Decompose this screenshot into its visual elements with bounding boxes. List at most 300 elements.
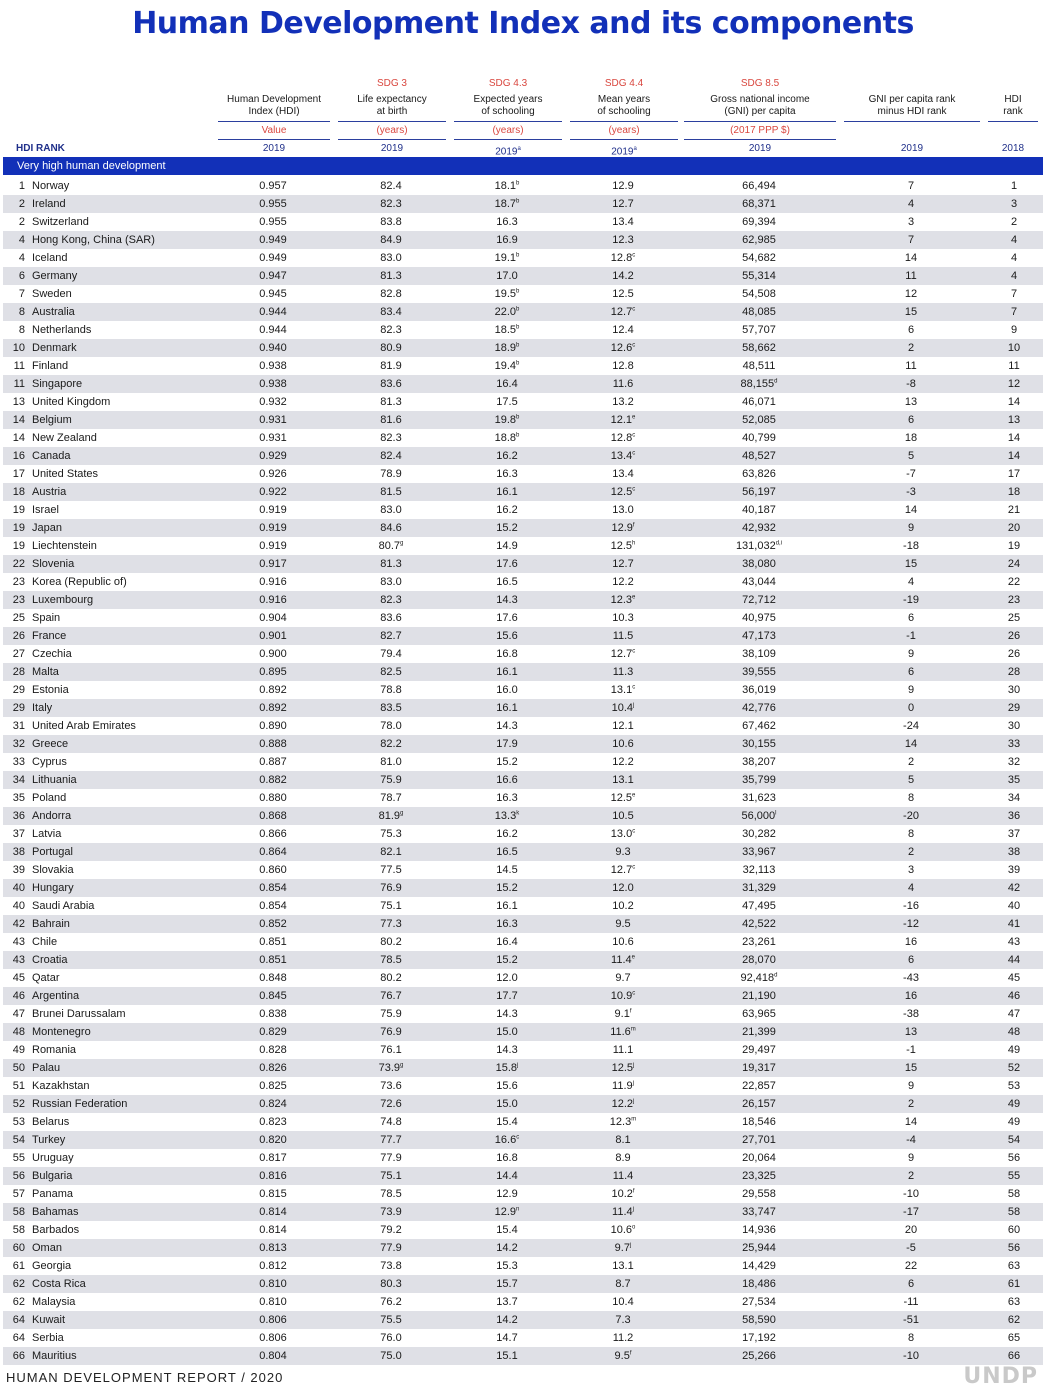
cell-life-expectancy: 77.7 — [380, 1134, 402, 1146]
cell-gni: 68,371 — [742, 198, 776, 210]
cell-mean-schooling: 13.4 — [612, 468, 634, 480]
table-row — [3, 1167, 1043, 1185]
cell-mean-schooling: 13.4 — [612, 216, 634, 228]
cell-life-expectancy: 78.5 — [380, 954, 402, 966]
cell-hdi-rank-2018: 24 — [1007, 558, 1021, 570]
cell-expected-schooling: 14.7 — [496, 1332, 518, 1344]
cell-gni: 43,044 — [742, 576, 776, 588]
cell-gni: 31,623 — [742, 792, 776, 804]
year-mys-note: a — [633, 146, 637, 152]
cell-expected-schooling: 14.3 — [496, 720, 518, 732]
rule — [570, 121, 678, 122]
cell-life-expectancy: 83.6 — [380, 378, 402, 390]
cell-hdi: 0.868 — [259, 810, 287, 822]
rule — [684, 121, 836, 122]
table-row — [3, 1221, 1043, 1239]
cell-mean-schooling: 11.6 — [612, 378, 634, 390]
cell-rank: 58 — [12, 1206, 25, 1218]
table-row — [3, 213, 1043, 231]
cell-mean-schooling-value: 9.1 — [614, 1008, 630, 1020]
footnote-marker: b — [516, 306, 520, 313]
cell-gni: 29,497 — [742, 1044, 776, 1056]
footnote-marker: c — [632, 648, 636, 655]
cell-life-expectancy: 76.2 — [380, 1296, 402, 1308]
cell-country: Mauritius — [32, 1350, 77, 1362]
cell-mean-schooling-value: 10.9 — [610, 990, 633, 1002]
footnote-marker: l — [775, 810, 777, 817]
cell-gni: 42,522 — [742, 918, 776, 930]
cell-country: Slovenia — [32, 558, 75, 570]
cell-gni-minus-hdi-rank: -38 — [903, 1008, 919, 1020]
cell-gni: 46,071 — [742, 396, 776, 408]
cell-gni-minus-hdi-rank: -11 — [903, 1296, 919, 1308]
cell-rank: 61 — [12, 1260, 25, 1272]
cell-country: Luxembourg — [32, 594, 94, 606]
cell-gni-minus-hdi-rank: 6 — [907, 414, 915, 426]
footnote-marker: j — [633, 702, 635, 709]
cell-country: Serbia — [32, 1332, 64, 1344]
footnote-marker: m — [631, 1116, 637, 1123]
cell-expected-schooling-value: 13.3 — [494, 810, 517, 822]
cell-mean-schooling: 11.4 — [612, 1170, 634, 1182]
cell-life-expectancy: 82.8 — [380, 288, 402, 300]
table-row — [3, 933, 1043, 951]
table-row — [3, 465, 1043, 483]
cell-rank: 40 — [12, 882, 25, 894]
cell-country: Panama — [32, 1188, 73, 1200]
cell-country: Kazakhstan — [32, 1080, 90, 1092]
cell-life-expectancy: 82.3 — [380, 594, 402, 606]
cell-gni — [719, 807, 799, 825]
table-row — [3, 1023, 1043, 1041]
cell-country: Chile — [32, 936, 58, 948]
cell-life-expectancy: 77.5 — [380, 864, 402, 876]
cell-life-expectancy: 72.6 — [380, 1098, 402, 1110]
cell-gni-minus-hdi-rank: 13 — [904, 1026, 918, 1038]
table-row — [3, 861, 1043, 879]
cell-mean-schooling — [583, 429, 663, 447]
col-header-gni — [684, 94, 836, 118]
table-row — [3, 1239, 1043, 1257]
cell-life-expectancy: 75.5 — [380, 1314, 402, 1326]
cell-hdi-rank-2018: 42 — [1007, 882, 1021, 894]
cell-rank: 19 — [12, 504, 25, 516]
footnote-marker: j — [629, 1242, 632, 1249]
table-row — [3, 375, 1043, 393]
table-row — [3, 519, 1043, 537]
cell-rank: 38 — [12, 846, 25, 858]
cell-life-expectancy: 76.9 — [380, 882, 402, 894]
cell-mean-schooling — [583, 1203, 663, 1221]
cell-gni: 62,985 — [742, 234, 776, 246]
cell-rank: 39 — [12, 864, 25, 876]
table-row — [3, 1311, 1043, 1329]
cell-gni-minus-hdi-rank: 2 — [907, 1170, 915, 1182]
cell-life-expectancy: 73.9 — [380, 1206, 402, 1218]
footnote-marker: f — [629, 1008, 632, 1015]
table-row — [3, 231, 1043, 249]
cell-hdi-rank-2018: 10 — [1007, 342, 1021, 354]
cell-life-expectancy: 83.4 — [380, 306, 402, 318]
cell-expected-schooling-value: 16.6 — [494, 1134, 517, 1146]
cell-hdi-rank-2018: 28 — [1007, 666, 1021, 678]
cell-gni-minus-hdi-rank: 18 — [904, 432, 918, 444]
cell-life-expectancy: 84.9 — [380, 234, 402, 246]
cell-rank: 43 — [12, 954, 25, 966]
table-row — [3, 195, 1043, 213]
table-row — [3, 753, 1043, 771]
table-row — [3, 843, 1043, 861]
cell-mean-schooling-value: 12.1 — [610, 414, 633, 426]
cell-gni-minus-hdi-rank: -19 — [903, 594, 919, 606]
cell-rank: 25 — [12, 612, 25, 624]
cell-rank: 19 — [12, 522, 25, 534]
cell-hdi: 0.852 — [259, 918, 287, 930]
footnote-marker: b — [516, 180, 520, 187]
footnote-marker: f — [632, 1188, 635, 1195]
cell-gni-minus-hdi-rank: -24 — [903, 720, 919, 732]
cell-rank: 2 — [18, 216, 25, 228]
cell-hdi: 0.848 — [259, 972, 287, 984]
cell-country: Barbados — [32, 1224, 80, 1236]
footnote-marker: c — [632, 486, 636, 493]
cell-mean-schooling — [583, 339, 663, 357]
table-row — [3, 1257, 1043, 1275]
cell-hdi: 0.916 — [259, 594, 287, 606]
cell-life-expectancy: 76.1 — [380, 1044, 402, 1056]
cell-rank: 50 — [12, 1062, 25, 1074]
cell-hdi: 0.949 — [259, 252, 287, 264]
cell-expected-schooling: 16.6 — [496, 774, 518, 786]
cell-mean-schooling-value: 12.5 — [610, 540, 633, 552]
cell-life-expectancy: 82.3 — [380, 432, 402, 444]
cell-mean-schooling-value: 12.7 — [610, 648, 633, 660]
cell-expected-schooling: 16.1 — [496, 486, 518, 498]
cell-country: Argentina — [32, 990, 80, 1002]
cell-gni: 19,317 — [742, 1062, 776, 1074]
cell-gni-minus-hdi-rank: -17 — [903, 1206, 919, 1218]
cell-life-expectancy: 82.4 — [380, 180, 402, 192]
cell-expected-schooling: 12.9 — [496, 1188, 518, 1200]
cell-mean-schooling: 12.0 — [612, 882, 634, 894]
col-hdi-label1: Human Development — [227, 94, 321, 105]
table-row — [3, 447, 1043, 465]
cell-mean-schooling: 10.4 — [612, 1296, 634, 1308]
cell-gni-minus-hdi-rank: -51 — [903, 1314, 919, 1326]
cell-hdi: 0.949 — [259, 234, 287, 246]
cell-hdi: 0.825 — [259, 1080, 287, 1092]
cell-gni-minus-hdi-rank: 3 — [907, 216, 915, 228]
page-title: Human Development Index and its components — [132, 6, 914, 41]
cell-hdi-rank-2018: 9 — [1010, 324, 1018, 336]
sdg-eys: SDG 4.3 — [488, 78, 528, 89]
cell-rank: 56 — [12, 1170, 25, 1182]
cell-gni-value: 88,155 — [740, 378, 775, 390]
cell-hdi: 0.864 — [259, 846, 287, 858]
year-eys-note: a — [517, 146, 521, 152]
year-gni: 2019 — [748, 143, 772, 154]
cell-gni: 29,558 — [742, 1188, 776, 1200]
table-row — [3, 879, 1043, 897]
cell-expected-schooling: 14.3 — [496, 594, 518, 606]
col-eys-label2: of schooling — [481, 106, 535, 117]
cell-mean-schooling-value: 12.5 — [611, 1062, 634, 1074]
cell-hdi: 0.815 — [259, 1188, 287, 1200]
cell-gni: 14,429 — [742, 1260, 776, 1272]
table-row — [3, 1149, 1043, 1167]
cell-mean-schooling: 13.0 — [612, 504, 634, 516]
footnote-marker: d — [774, 972, 778, 979]
table-row — [3, 267, 1043, 285]
cell-hdi-rank-2018: 7 — [1010, 288, 1018, 300]
footnote-marker: b — [516, 288, 520, 295]
cell-gni-minus-hdi-rank: 4 — [907, 882, 915, 894]
cell-rank: 13 — [12, 396, 25, 408]
cell-expected-schooling — [467, 807, 547, 825]
cell-expected-schooling: 16.9 — [496, 234, 518, 246]
cell-gni-minus-hdi-rank: 8 — [907, 1332, 915, 1344]
footnote-marker: c — [632, 828, 636, 835]
cell-country: Portugal — [32, 846, 73, 858]
table-row — [3, 1005, 1043, 1023]
footnote-marker: j — [517, 1062, 519, 1069]
cell-mean-schooling — [583, 825, 663, 843]
cell-rank: 32 — [12, 738, 25, 750]
cell-gni-minus-hdi-rank: -10 — [903, 1188, 919, 1200]
footnote-marker: j — [632, 1080, 634, 1087]
cell-mean-schooling-value: 12.8 — [610, 252, 633, 264]
cell-hdi-rank-2018: 45 — [1007, 972, 1021, 984]
unit-eys: (years) — [492, 125, 524, 136]
cell-hdi: 0.838 — [259, 1008, 287, 1020]
cell-country: Russian Federation — [32, 1098, 128, 1110]
cell-country: Finland — [32, 360, 69, 372]
cell-life-expectancy: 78.7 — [380, 792, 402, 804]
cell-gni-minus-hdi-rank: -1 — [906, 630, 916, 642]
cell-expected-schooling-value: 19.5 — [494, 288, 517, 300]
cell-gni: 14,936 — [742, 1224, 776, 1236]
cell-gni-minus-hdi-rank: 6 — [907, 612, 915, 624]
cell-country: Belarus — [32, 1116, 70, 1128]
cell-life-expectancy: 77.3 — [380, 918, 402, 930]
cell-gni-minus-hdi-rank: 16 — [904, 990, 918, 1002]
cell-hdi-rank-2018: 48 — [1007, 1026, 1021, 1038]
cell-gni-minus-hdi-rank: 3 — [907, 864, 915, 876]
cell-hdi: 0.938 — [259, 360, 287, 372]
rule — [454, 139, 562, 140]
footnote-marker: n — [516, 1206, 520, 1213]
cell-country: Turkey — [32, 1134, 66, 1146]
col-mys-label1: Mean years — [597, 94, 651, 105]
cell-mean-schooling — [583, 1113, 663, 1131]
cell-rank: 57 — [12, 1188, 25, 1200]
cell-life-expectancy: 82.3 — [380, 324, 402, 336]
cell-mean-schooling-value: 13.1 — [610, 684, 633, 696]
cell-expected-schooling: 16.1 — [496, 666, 518, 678]
cell-hdi-rank-2018: 46 — [1007, 990, 1021, 1002]
cell-country: Denmark — [32, 342, 77, 354]
cell-mean-schooling — [583, 303, 663, 321]
cell-mean-schooling — [583, 789, 663, 807]
table-row — [3, 339, 1043, 357]
cell-mean-schooling: 12.9 — [612, 180, 634, 192]
footnote-marker: b — [516, 360, 520, 367]
cell-life-expectancy: 75.1 — [380, 1170, 402, 1182]
cell-rank: 23 — [12, 594, 25, 606]
rule — [988, 121, 1038, 122]
cell-rank: 6 — [18, 270, 25, 282]
cell-expected-schooling: 15.4 — [496, 1224, 518, 1236]
cell-mean-schooling: 12.2 — [612, 756, 634, 768]
cell-hdi: 0.955 — [259, 198, 287, 210]
rule — [684, 139, 836, 140]
cell-gni: 57,707 — [742, 324, 776, 336]
cell-hdi-rank-2018: 49 — [1007, 1098, 1021, 1110]
cell-expected-schooling — [467, 249, 547, 267]
cell-mean-schooling: 10.6 — [612, 936, 634, 948]
cell-life-expectancy: 81.3 — [380, 396, 402, 408]
cell-mean-schooling-value: 10.6 — [610, 1224, 633, 1236]
section-heading: Very high human development — [3, 157, 1043, 175]
cell-gni: 32,113 — [742, 864, 776, 876]
cell-gni: 33,967 — [742, 846, 776, 858]
cell-hdi: 0.900 — [259, 648, 287, 660]
cell-rank: 4 — [18, 234, 25, 246]
table-row — [3, 1041, 1043, 1059]
cell-gni: 47,173 — [742, 630, 776, 642]
table-row — [3, 771, 1043, 789]
cell-gni-minus-hdi-rank: -43 — [903, 972, 919, 984]
col-header-mys — [570, 94, 678, 118]
cell-hdi: 0.957 — [259, 180, 287, 192]
cell-life-expectancy: 78.9 — [380, 468, 402, 480]
cell-rank: 34 — [12, 774, 25, 786]
cell-expected-schooling — [467, 411, 547, 429]
cell-hdi: 0.851 — [259, 954, 287, 966]
cell-hdi-rank-2018: 39 — [1007, 864, 1021, 876]
cell-expected-schooling: 15.2 — [496, 522, 518, 534]
table-row — [3, 357, 1043, 375]
cell-mean-schooling-value: 12.5 — [610, 486, 633, 498]
table-row — [3, 591, 1043, 609]
cell-life-expectancy: 78.0 — [380, 720, 402, 732]
cell-rank: 40 — [12, 900, 25, 912]
cell-country: Georgia — [32, 1260, 72, 1272]
cell-life-expectancy: 82.2 — [380, 738, 402, 750]
cell-life-expectancy: 82.7 — [380, 630, 402, 642]
table-row — [3, 1293, 1043, 1311]
col-gni-label2: (GNI) per capita — [724, 106, 796, 117]
cell-hdi: 0.945 — [259, 288, 287, 300]
footnote-marker: c — [632, 864, 636, 871]
cell-rank: 33 — [12, 756, 25, 768]
cell-mean-schooling — [583, 483, 663, 501]
cell-hdi-rank-2018: 52 — [1007, 1062, 1021, 1074]
cell-gni-minus-hdi-rank: 14 — [904, 738, 918, 750]
cell-hdi-rank-2018: 37 — [1007, 828, 1021, 840]
cell-hdi-rank-2018: 4 — [1010, 234, 1018, 246]
cell-gni: 36,019 — [742, 684, 776, 696]
cell-hdi-rank-2018: 43 — [1007, 936, 1021, 948]
cell-hdi: 0.917 — [259, 558, 287, 570]
cell-hdi: 0.854 — [259, 900, 287, 912]
cell-hdi: 0.938 — [259, 378, 287, 390]
cell-rank: 11 — [13, 378, 25, 390]
table-row — [3, 537, 1043, 555]
cell-gni-minus-hdi-rank: 8 — [907, 792, 915, 804]
cell-country: Saudi Arabia — [32, 900, 95, 912]
cell-hdi: 0.887 — [259, 756, 287, 768]
hdi-rank-header: HDI RANK — [16, 143, 65, 154]
cell-hdi-rank-2018: 21 — [1007, 504, 1021, 516]
cell-expected-schooling: 17.0 — [496, 270, 518, 282]
cell-gni-minus-hdi-rank: -7 — [906, 468, 916, 480]
cell-country: Norway — [32, 180, 70, 192]
cell-expected-schooling — [467, 339, 547, 357]
cell-expected-schooling: 15.3 — [496, 1260, 518, 1272]
cell-life-expectancy: 80.2 — [380, 972, 402, 984]
year-mys-value: 2019 — [611, 146, 634, 158]
cell-hdi: 0.866 — [259, 828, 287, 840]
cell-hdi: 0.888 — [259, 738, 287, 750]
cell-gni: 28,070 — [742, 954, 776, 966]
cell-expected-schooling: 14.9 — [496, 540, 518, 552]
cell-hdi: 0.814 — [259, 1224, 287, 1236]
cell-hdi: 0.940 — [259, 342, 287, 354]
footnote-marker: c — [632, 342, 636, 349]
cell-life-expectancy-value: 73.9 — [378, 1062, 401, 1074]
cell-hdi-rank-2018: 36 — [1007, 810, 1021, 822]
cell-country: Palau — [32, 1062, 61, 1074]
cell-mean-schooling — [583, 519, 663, 537]
table-row — [3, 1059, 1043, 1077]
col-le-label2: at birth — [376, 106, 408, 117]
cell-mean-schooling — [583, 861, 663, 879]
year-le: 2019 — [380, 143, 404, 154]
cell-mean-schooling-value: 12.2 — [611, 1098, 634, 1110]
cell-expected-schooling: 15.0 — [496, 1098, 518, 1110]
sdg-mys: SDG 4.4 — [604, 78, 644, 89]
cell-mean-schooling — [583, 537, 663, 555]
cell-rank: 22 — [12, 558, 25, 570]
cell-gni — [719, 375, 799, 393]
cell-hdi: 0.931 — [259, 414, 287, 426]
cell-mean-schooling-value: 11.6 — [610, 1026, 631, 1038]
col-header-le — [338, 94, 446, 118]
cell-life-expectancy: 75.0 — [380, 1350, 402, 1362]
table-row — [3, 951, 1043, 969]
cell-hdi-rank-2018: 55 — [1007, 1170, 1021, 1182]
col-mys-label2: of schooling — [597, 106, 651, 117]
cell-mean-schooling-value: 12.7 — [610, 306, 633, 318]
col-header-hr — [988, 94, 1038, 118]
cell-gni-minus-hdi-rank: -18 — [903, 540, 919, 552]
cell-hdi: 0.828 — [259, 1044, 287, 1056]
undp-logo: UNDP — [963, 1364, 1038, 1389]
cell-hdi-rank-2018: 17 — [1007, 468, 1021, 480]
cell-life-expectancy: 75.9 — [380, 1008, 402, 1020]
cell-rank: 64 — [12, 1314, 25, 1326]
cell-mean-schooling — [583, 447, 663, 465]
table-row — [3, 609, 1043, 627]
cell-country: Estonia — [32, 684, 69, 696]
cell-country: United Kingdom — [32, 396, 111, 408]
cell-expected-schooling-value: 18.8 — [494, 432, 517, 444]
cell-rank: 14 — [12, 414, 25, 426]
cell-hdi: 0.854 — [259, 882, 287, 894]
cell-rank: 45 — [12, 972, 25, 984]
cell-mean-schooling — [583, 591, 663, 609]
